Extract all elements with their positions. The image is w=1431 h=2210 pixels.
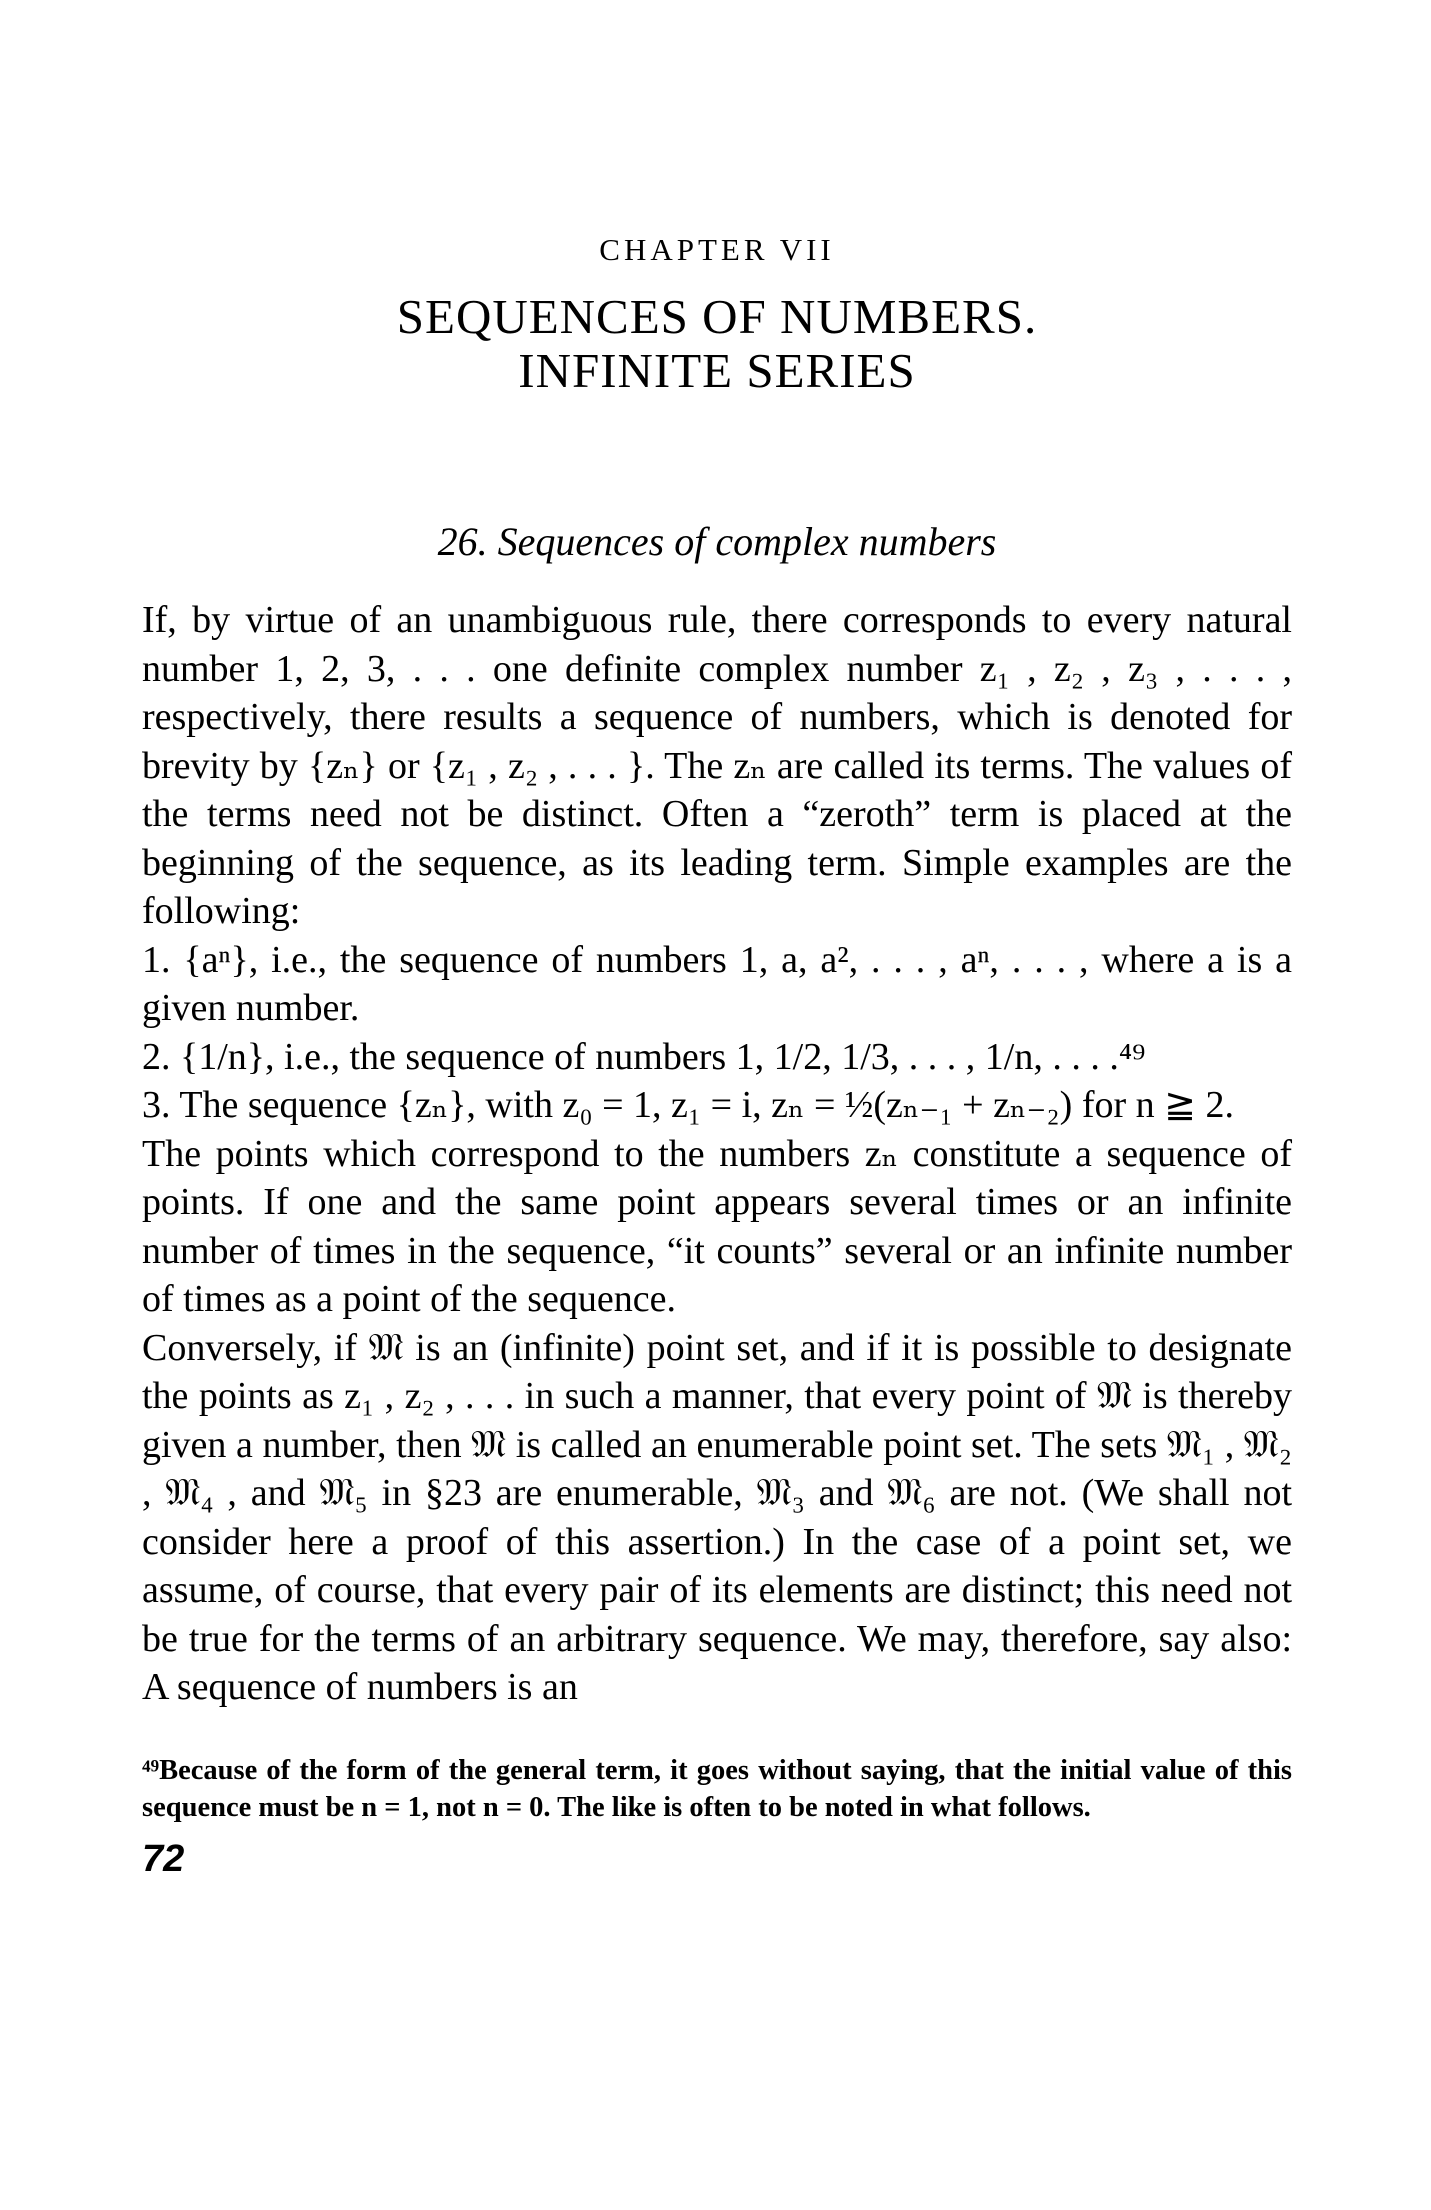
book-page [142, 230, 1292, 1881]
body-text [142, 596, 1292, 1712]
paragraph-enumerable-sets: Conversely, if 𝔐 is an (infinite) point set, and if it is possible to designate the points as z₁ , z₂ , . . . in such a manner, that every point of 𝔐 is thereby given a number, then 𝔐 is called an enumerable point set. The sets 𝔐₁ , 𝔐₂ , 𝔐₄ , and 𝔐₅ in §23 are enumerable, 𝔐₃ and 𝔐₆ are not. (We shall not consider here a proof of this assertion.) In the case of a point set, we assume, of course, that every pair of its elements are distinct; this need not be true for the terms of an arbitrary sequence. We may, therefore, say also: A sequence of numbers is an [142, 1326, 1292, 1708]
footnote: ⁴⁹Because of the form of the general term, it goes without saying, that the initial value of this sequence must be n = 1, not n = 0. The like is often to be noted in what follows. [142, 1754, 1292, 1823]
section-heading: 26. Sequences of complex numbers [437, 519, 997, 564]
page-number: 72 [142, 1837, 185, 1880]
example-item-1: 1. {aⁿ}, i.e., the sequence of numbers 1, a, a², . . . , aⁿ, . . . , where a is a given number. [142, 938, 1292, 1029]
example-item-3: 3. The sequence {zₙ}, with z₀ = 1, z₁ = i, zₙ = ½(zₙ₋₁ + zₙ₋₂) for n ≧ 2. [142, 1084, 1234, 1126]
chapter-title-line-1: SEQUENCES OF NUMBERS. [396, 289, 1038, 344]
paragraph-sequence-of-points: The points which correspond to the numbers zₙ constitute a sequence of points. If one and the same point appears several times or an infinite number of times in the sequence, “it counts” several or an infinite number of times as a point of the sequence. [142, 1132, 1292, 1320]
example-item-2: 2. {1/n}, i.e., the sequence of numbers 1, 1/2, 1/3, . . . , 1/n, . . . .⁴⁹ [142, 1035, 1146, 1078]
paragraph-intro: If, by virtue of an unambiguous rule, there corresponds to every natural number 1, 2, 3, . . . one definite complex number z₁ , z₂ , z₃ , . . . , respectively, there results a sequence of numbers, which is denoted for brevity by {zₙ} or {z₁ , z₂ , . . . }. The zₙ are called its terms. The values of the terms need not be distinct. Often a “zeroth” term is placed at the beginning of the sequence, as its leading term. Simple examples are the following: [142, 599, 1292, 932]
chapter-label: CHAPTER VII [599, 232, 835, 267]
chapter-title-line-2: INFINITE SERIES [518, 343, 916, 398]
